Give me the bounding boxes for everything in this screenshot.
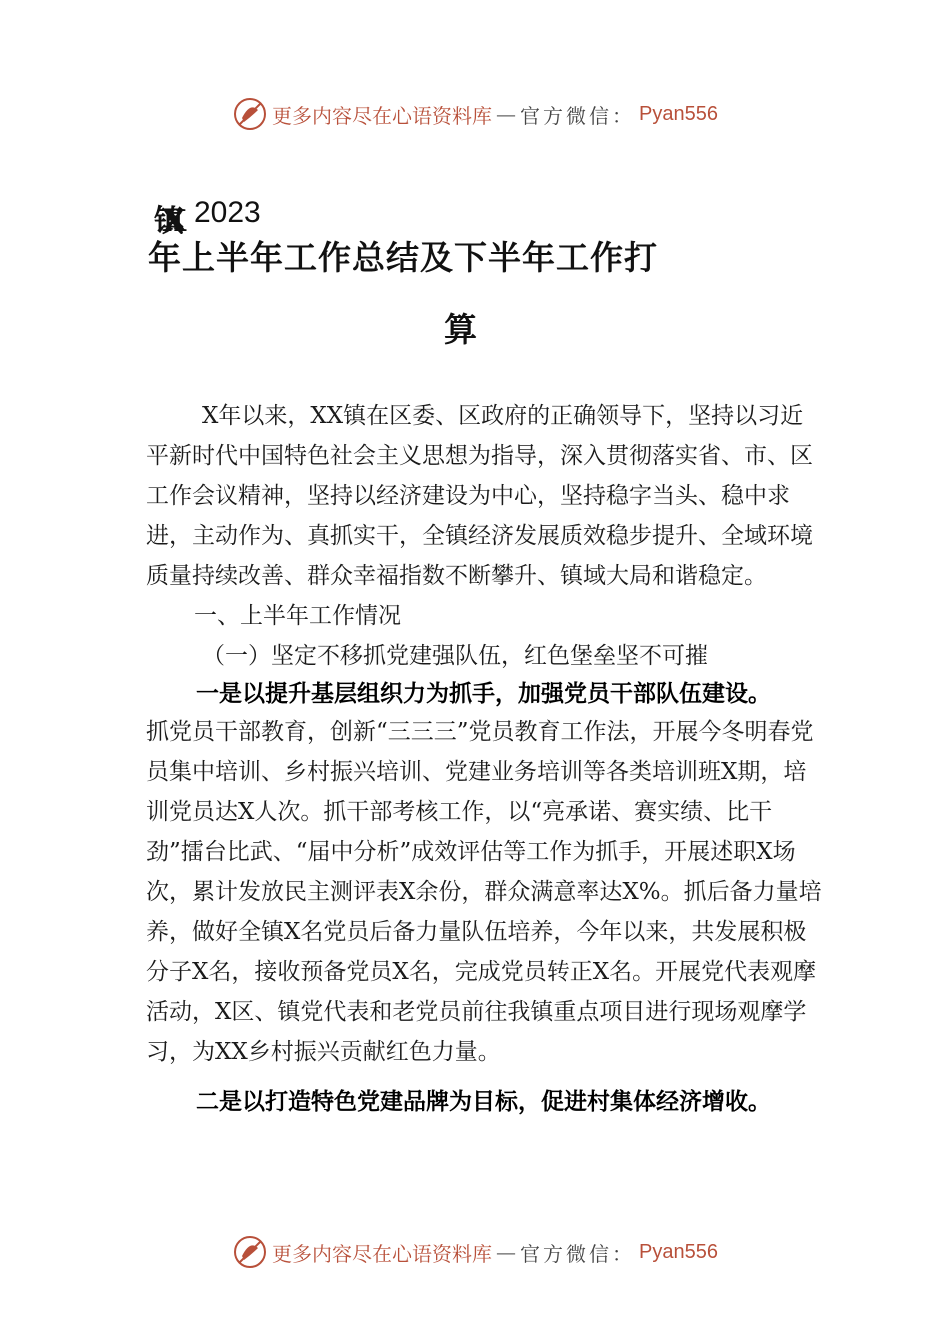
section-heading-1: 一、上半年工作情况 <box>194 603 401 629</box>
banner-text: 更多内容尽在心语资料库 <box>272 1241 493 1266</box>
subsection-heading-1: （一）坚定不移抓党建强队伍，红色堡垒坚不可摧 <box>202 643 708 669</box>
banner-wechat-id: Pyan556 <box>639 102 718 125</box>
title-year: 2023 <box>194 196 261 229</box>
bold-lead-2: 二是以打造特色党建品牌为目标，促进村集体经济增收。 <box>196 1089 771 1115</box>
title-town: 镇 <box>154 204 162 239</box>
logo-icon <box>232 1234 268 1270</box>
banner-separator: — <box>496 102 517 126</box>
title-line-3: 算 <box>444 310 477 349</box>
logo-icon <box>232 96 268 132</box>
footer-watermark-banner <box>0 1232 950 1272</box>
banner-separator: — <box>496 1240 517 1264</box>
body-paragraph-1: 抓党员干部教育，创新“三三三”党员教育工作法，开展今冬明春党员集中培训、乡村振兴培训、党建业务培训等各类培训班X期，培训党员达X人次。抓干部考核工作，以“亮承诺、赛实绩、比干劲”擂台比武、“届中分析”成效评估等工作为抓手，开展述职X场次，累计发放民主测评表X余份，群众满意率达X%。抓后备力量培养，做好全镇X名党员后备力量队伍培养，今年以来，共发展积极分子X名，接收预备党员X名，完成党员转正X名。开展党代表观摩活动，X区、镇党代表和老党员前往我镇重点项目进行现场观摩学习，为XX乡村振兴贡献红色力量。 <box>146 719 822 1065</box>
header-watermark-banner <box>0 94 950 134</box>
intro-paragraph: X年以来，XX镇在区委、区政府的正确领导下，坚持以习近平新时代中国特色社会主义思想为指导，深入贯彻落实省、市、区工作会议精神，坚持以经济建设为中心，坚持稳字当头、稳中求进，主动作为、真抓实干，全镇经济发展质效稳步提升、全域环境质量持续改善、群众幸福指数不断攀升、镇域大局和谐稳定。 <box>146 403 813 589</box>
banner-wechat-label: 官方微信： <box>520 103 636 128</box>
document-body <box>146 396 826 1120</box>
banner-text: 更多内容尽在心语资料库 <box>272 103 493 128</box>
banner-wechat-id: Pyan556 <box>639 1240 718 1263</box>
bold-lead-1: 一是以提升基层组织力为抓手，加强党员干部队伍建设。 <box>196 681 771 707</box>
title-line-2: 年上半年工作总结及下半年工作打 <box>148 238 658 277</box>
title-prefix: XX <box>162 204 165 239</box>
banner-wechat-label: 官方微信： <box>520 1241 636 1266</box>
